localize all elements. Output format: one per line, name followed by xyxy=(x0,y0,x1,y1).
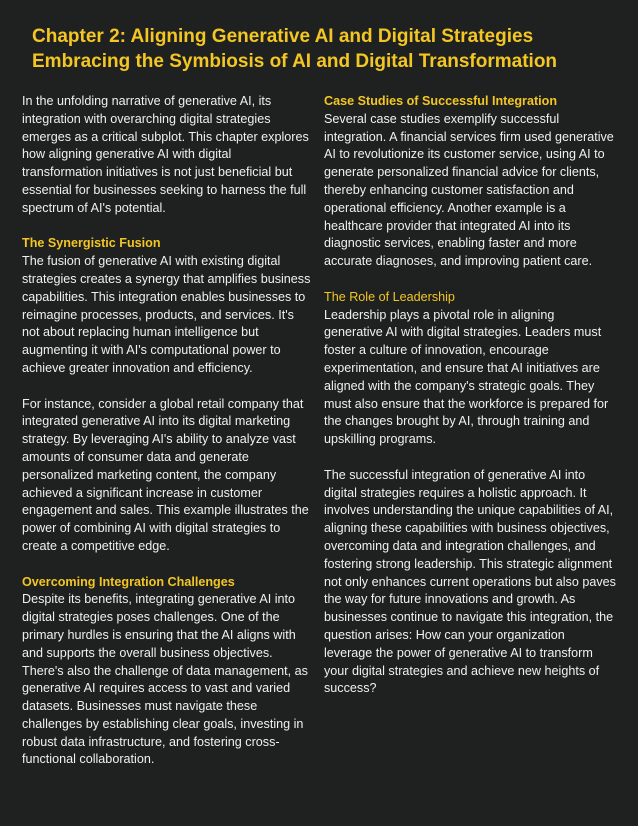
challenges-paragraph: Despite its benefits, integrating generative AI into digital strategies poses challenges. One of the primary hurdles is ensuring that the AI aligns with and supports the overall business objectives. There's also the challenge of data management, as generative AI requires access to vast and varied datasets. Businesses must navigate these challenges by establishing clear goals, investing in robust data infrastructure, and fostering cross-functional collaboration. xyxy=(22,592,308,767)
paragraph-spacer xyxy=(324,271,616,289)
two-column-body xyxy=(22,93,616,769)
right-column xyxy=(324,93,616,769)
chapter-title xyxy=(22,24,616,74)
synergy-paragraph-2: For instance, consider a global retail company that integrated generative AI into its digital marketing strategy. By leveraging AI's ability to analyze vast amounts of consumer data and generate personalized marketing content, the company achieved a significant increase in customer engagement and sales. This example illustrates the power of combining AI with digital strategies to create a competitive edge. xyxy=(22,396,309,553)
section-heading-leadership: The Role of Leadership xyxy=(324,289,455,304)
section-heading-case-studies: Case Studies of Successful Integration xyxy=(324,94,558,108)
paragraph-spacer xyxy=(22,556,313,574)
chapter-title-line1: Chapter 2: Aligning Generative AI and Digital Strategies xyxy=(32,26,534,47)
section-heading-challenges: Overcoming Integration Challenges xyxy=(22,574,235,589)
paragraph-spacer xyxy=(22,218,313,236)
synergy-paragraph-1: The fusion of generative AI with existing digital strategies creates a synergy that amplifies business capabilities. This integration enables businesses to reimagine processes, products, and services. It's not about replacing human intelligence but augmenting it with AI's computational power to achieve greater innovation and efficiency. xyxy=(22,254,311,375)
left-column xyxy=(22,93,313,769)
chapter-subtitle: Embracing the Symbiosis of AI and Digital Transformation xyxy=(32,51,558,72)
intro-paragraph: In the unfolding narrative of generative AI, its integration with overarching digital strategies emerges as a critical subplot. This chapter explores how aligning generative AI with digital transformation initiatives is not just beneficial but essential for businesses seeking to harness the full spectrum of AI's potential. xyxy=(22,94,309,215)
paragraph-spacer xyxy=(324,449,616,467)
paragraph-spacer xyxy=(22,378,313,396)
conclusion-paragraph: The successful integration of generative AI into digital strategies requires a holistic approach. It involves understanding the unique capabilities of AI, aligning these capabilities with business objectives, overcoming data and integration challenges, and fostering strong leadership. This strategic alignment not only enhances current operations but also paves the way for future innovations and growth. As businesses continue to navigate this integration, the question arises: How can your organization leverage the power of generative AI to transform your digital strategies and achieve new heights of success? xyxy=(324,467,616,696)
section-heading-synergy: The Synergistic Fusion xyxy=(22,236,161,251)
leadership-paragraph: Leadership plays a pivotal role in aligning generative AI with digital strategies. Leaders must foster a culture of innovation, encourage experimentation, and ensure that AI initiatives are aligned with the company's strategic goals. They must also ensure that the workforce is prepared for the changes brought by AI, through training and upskilling programs. xyxy=(324,307,609,447)
case-studies-paragraph: Several case studies exemplify successful integration. A financial services firm used generative AI to revolutionize its customer service, using AI to generate personalized financial advice for clients, thereby enhancing customer satisfaction and operational efficiency. Another example is a healthcare provider that integrated AI into its diagnostic services, enabling faster and more accurate diagnoses, and improving patient care. xyxy=(324,111,614,269)
